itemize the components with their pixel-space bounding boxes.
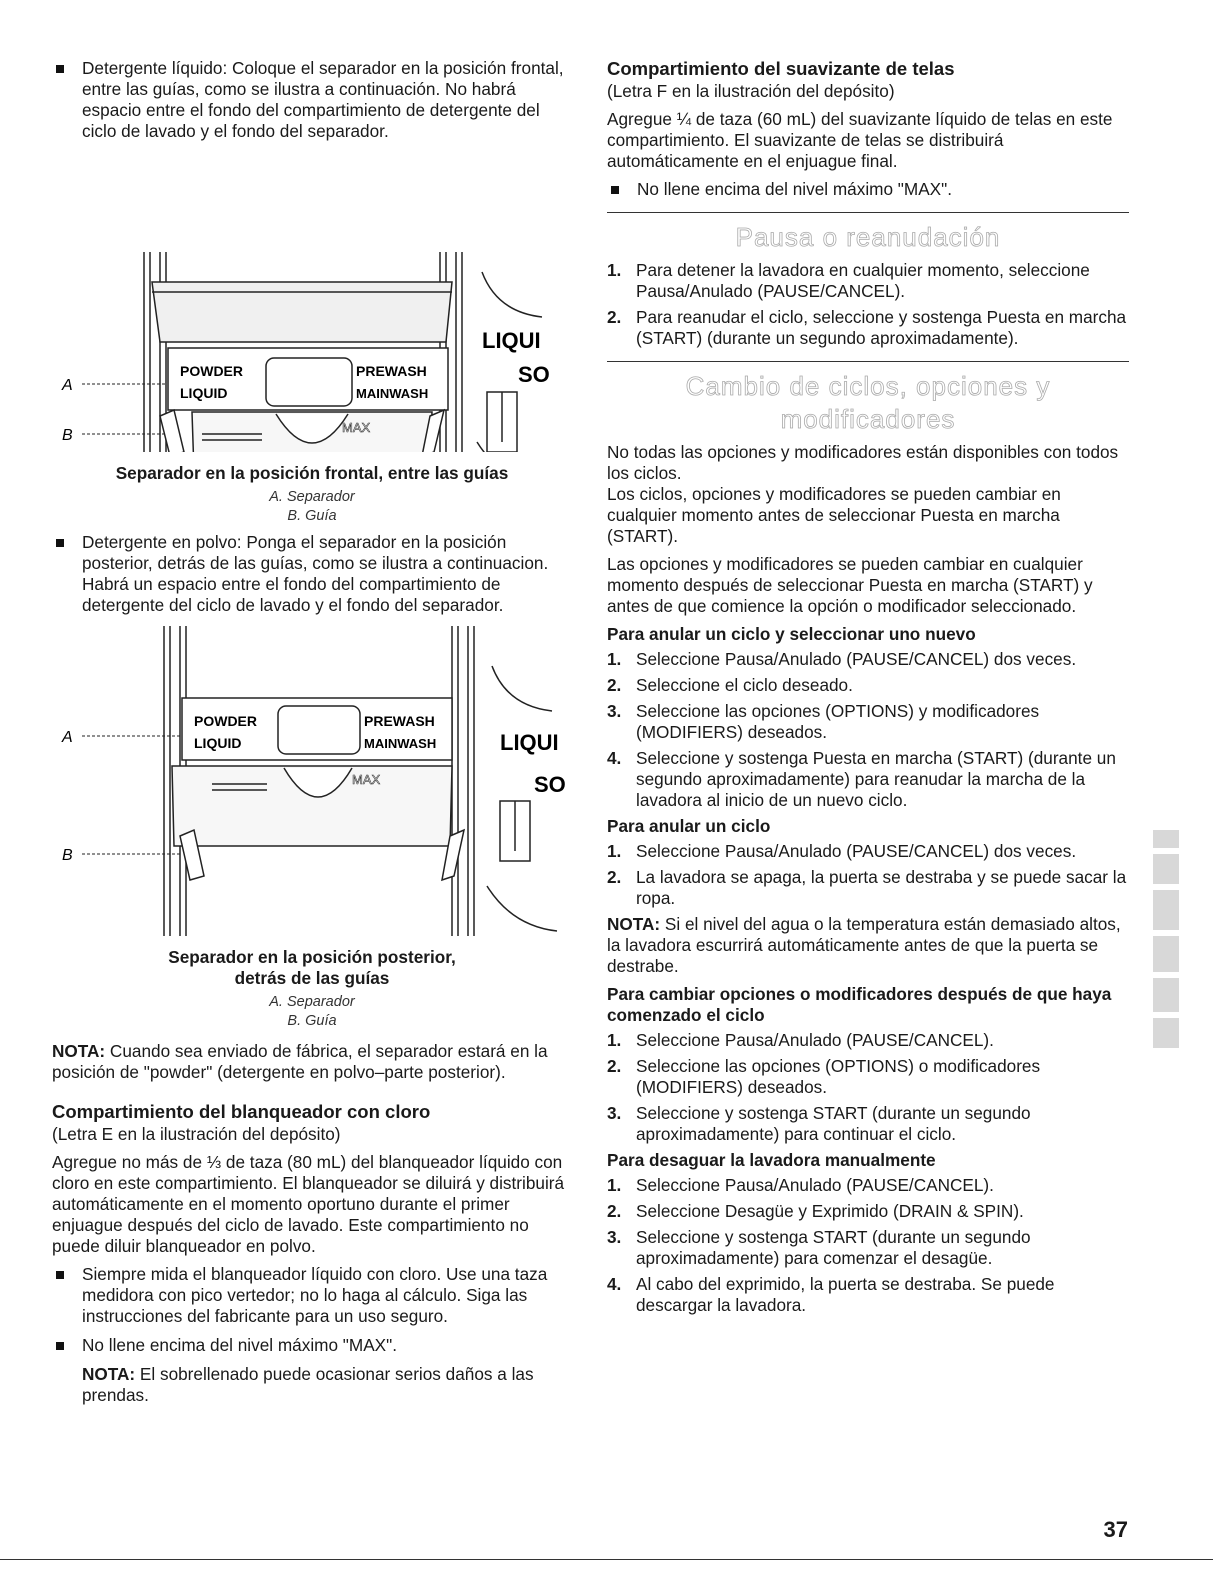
powder-label-2: POWDER [194,713,257,729]
nota-label: NOTA: [52,1041,106,1061]
nota-label-2: NOTA: [82,1364,136,1384]
nota-overfill [52,1364,572,1406]
change-p1: No todas las opciones y modificadores están disponibles con todos los ciclos. [607,442,1119,483]
cancel-step-1: 1. Seleccione Pausa/Anulado (PAUSE/CANCEL) dos veces. [607,841,1077,861]
figure2-key-a: A. Separador [269,994,355,1010]
figure1-key-b: B. Guía [287,508,337,524]
nota-water-level [607,914,1129,977]
bottom-rule [0,1559,1213,1560]
drain-step-4: 4. Al cabo del exprimido, la puerta se destraba. Se puede descargar la lavadora. [607,1274,1055,1315]
liquid-label: LIQUID [180,385,228,401]
drain-step-1: 1. Seleccione Pausa/Anulado (PAUSE/CANCEL). [607,1175,994,1195]
softener-sub: (Letra F en la ilustración del depósito) [607,81,895,101]
change-title [607,370,1129,436]
figure2-key-b: B. Guía [287,1013,337,1029]
bullet-bleach-max: No llene encima del nivel máximo "MAX". [52,1335,572,1356]
cancel-new-step-2: 2. Seleccione el ciclo deseado. [607,675,853,695]
change-p2: Los ciclos, opciones y modificadores se pueden cambiar en cualquier momento antes de seleccionar Puesta en marcha (START). [607,484,1061,546]
nota-text-2: El sobrellenado puede ocasionar serios daños a las prendas. [82,1364,534,1405]
callout-a: A [62,377,73,394]
change-title-line2: modificadores [780,404,956,434]
modify-heading: Para cambiar opciones o modificadores después de que haya comenzado el ciclo [607,984,1112,1025]
modify-step-3: 3. Seleccione y sostenga START (durante un segundo aproximadamente) para continuar el ciclo. [607,1103,1031,1144]
callout-b-2: B [62,847,73,864]
bleach-heading: Compartimiento del blanqueador con cloro [52,1101,431,1122]
bullet-powder-detergent: Detergente en polvo: Ponga el separador en la posición posterior, detrás de las guías, como se ilustra a continuacion. Habrá un espacio entre el fondo del compartimiento de detergente del ciclo de lavado y el fondo del separador. [52,532,572,616]
figure2-caption-line2: detrás de las guías [234,968,390,988]
change-p3: Las opciones y modificadores se pueden cambiar en cualquier momento después de seleccionar Puesta en marcha (START) y antes de que comience la opción o modificador seleccionado. [607,554,1093,616]
nota-text: Cuando sea enviado de fábrica, el separador estará en la posición de "powder" (detergente en polvo–parte posterior). [52,1041,548,1082]
pause-step-2: 2. Para reanudar el ciclo, seleccione y sostenga Puesta en marcha (START) (durante un segundo aproximadamente). [607,307,1127,348]
cancel-new-heading: Para anular un ciclo y seleccionar uno nuevo [607,624,976,644]
nota-label-3: NOTA: [607,914,661,934]
powder-label: POWDER [180,363,243,379]
softener-text: Agregue ¼ de taza (60 mL) del suavizante líquido de telas en este compartimiento. El suavizante de telas se distribuirá automáticamente en el enjuague final. [607,109,1113,171]
pause-title: Pausa o reanudación [735,222,1001,252]
figure1-caption: Separador en la posición frontal, entre las guías [115,463,509,483]
dispenser-front-illustration [52,152,572,452]
cancel-new-step-4: 4. Seleccione y sostenga Puesta en marcha (START) (durante un segundo aproximadamente) para reanudar la marcha de la lavadora al inicio de un nuevo ciclo. [607,748,1116,810]
figure-front-position [52,152,572,457]
so-label: SO [518,362,550,387]
section-divider-1 [607,212,1129,213]
bullet-liquid-detergent: Detergente líquido: Coloque el separador en la posición frontal, entre las guías, como se ilustra a continuación. No habrá espacio entre el fondo del compartimiento de detergente del ciclo de lavado y el fondo del separador. [52,58,572,142]
cancel-new-step-3: 3. Seleccione las opciones (OPTIONS) y modificadores (MODIFIERS) deseados. [607,701,1040,742]
page-number: 37 [1103,1517,1128,1542]
cancel-step-2: 2. La lavadora se apaga, la puerta se destraba y se puede sacar la ropa. [607,867,1127,908]
modify-step-1: 1. Seleccione Pausa/Anulado (PAUSE/CANCEL). [607,1030,994,1050]
drain-step-3: 3. Seleccione y sostenga START (durante un segundo aproximadamente) para comenzar el desagüe. [607,1227,1031,1268]
figure1-key-a: A. Separador [269,489,355,505]
softener-heading: Compartimiento del suavizante de telas [607,58,955,79]
nota-factory [52,1041,572,1083]
change-title-line1: Cambio de ciclos, opciones y [685,371,1051,401]
bleach-sub: (Letra E en la ilustración del depósito) [52,1124,341,1144]
right-column [607,58,1129,1321]
mainwash-label: MAINWASH [356,386,429,401]
liqui-label: LIQUI [482,328,541,353]
figure-back-position [52,626,572,941]
bleach-text: Agregue no más de ⅓ de taza (80 mL) del blanqueador líquido con cloro en este compartimiento. El blanqueador se diluirá y distribuirá automáticamente en el momento oportuno durante el primer enjuague después del ciclo de lavado. Este compartimiento no puede diluir blanqueador en polvo. [52,1152,565,1256]
liqui-label-2: LIQUI [500,730,559,755]
figure2-caption [52,947,572,989]
pause-step-1: 1. Para detener la lavadora en cualquier momento, seleccione Pausa/Anulado (PAUSE/CANCEL). [607,260,1090,301]
cancel-new-step-1: 1. Seleccione Pausa/Anulado (PAUSE/CANCEL) dos veces. [607,649,1077,669]
drain-heading: Para desaguar la lavadora manualmente [607,1150,936,1170]
drain-step-2: 2. Seleccione Desagüe y Exprimido (DRAIN & SPIN). [607,1201,1024,1221]
callout-a-2: A [62,729,73,746]
figure2-caption-line1: Separador en la posición posterior, [168,947,456,967]
so-label-2: SO [534,772,566,797]
callout-b: B [62,427,73,444]
max-label-2: MAX [352,772,381,787]
max-label: MAX [342,420,371,435]
prewash-label-2: PREWASH [364,713,435,729]
cancel-heading: Para anular un ciclo [607,816,771,836]
nota-text-3: Si el nivel del agua o la temperatura están demasiado altos, la lavadora escurrirá automáticamente antes de que la puerta se destrabe. [607,914,1121,976]
bullet-softener-max: No llene encima del nivel máximo "MAX". [607,179,1129,200]
mainwash-label-2: MAINWASH [364,736,437,751]
left-column [52,58,572,1413]
section-divider-2 [607,361,1129,362]
prewash-label: PREWASH [356,363,427,379]
modify-step-2: 2. Seleccione las opciones (OPTIONS) o modificadores (MODIFIERS) deseados. [607,1056,1041,1097]
bullet-bleach-measure: Siempre mida el blanqueador líquido con cloro. Use una taza medidora con pico vertedor; no lo haga al cálculo. Siga las instrucciones del fabricante para un uso seguro. [52,1264,572,1327]
liquid-label-2: LIQUID [194,735,242,751]
side-section-tab [1147,822,1187,1062]
dispenser-back-illustration [52,626,572,936]
